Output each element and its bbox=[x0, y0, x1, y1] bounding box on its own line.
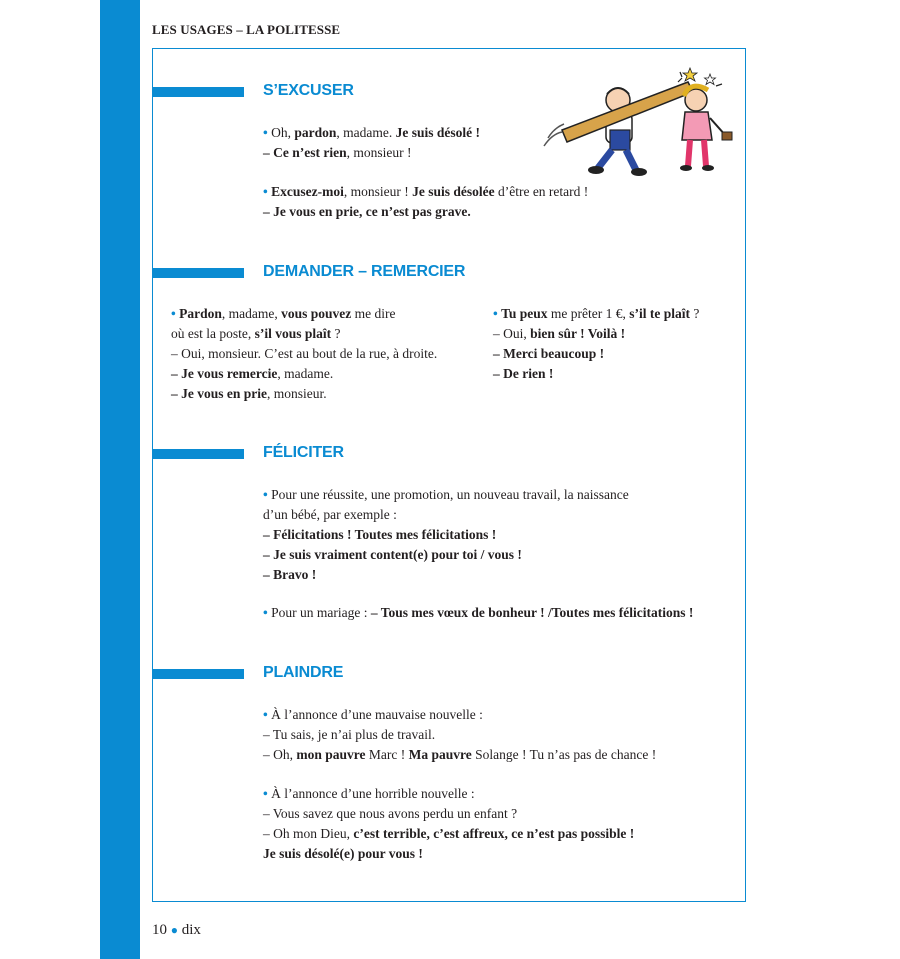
bullet-icon: • bbox=[263, 125, 268, 140]
page-spine-bar bbox=[100, 0, 140, 959]
bullet-icon: • bbox=[263, 786, 268, 801]
section-title-plaindre: PLAINDRE bbox=[263, 664, 344, 681]
text-bold: Je suis désolé ! bbox=[395, 125, 480, 140]
page-footer bbox=[152, 922, 201, 939]
feliciter-example-2 bbox=[263, 603, 693, 623]
text: À l’annonce d’une horrible nouvelle : bbox=[271, 786, 475, 801]
text-bold: – Félicitations ! Toutes mes félicitations ! bbox=[263, 527, 497, 542]
bullet-icon: • bbox=[263, 487, 268, 502]
text-bold: bien sûr ! Voilà ! bbox=[530, 326, 626, 341]
section-title-feliciter: FÉLICITER bbox=[263, 444, 344, 461]
text: d’être en retard ! bbox=[494, 184, 589, 199]
bullet-icon: • bbox=[263, 605, 268, 620]
excuser-example-1 bbox=[263, 123, 480, 163]
text: – Oh mon Dieu, bbox=[263, 826, 354, 841]
text: ? bbox=[331, 326, 341, 341]
text-bold: – Ce n’est rien bbox=[263, 145, 347, 160]
text-bold: Pardon bbox=[179, 306, 222, 321]
text-bold: Excusez-moi bbox=[271, 184, 344, 199]
text-bold: s’il te plaît bbox=[629, 306, 690, 321]
page-number-word: dix bbox=[181, 922, 201, 938]
running-head: LES USAGES – LA POLITESSE bbox=[152, 22, 341, 37]
text: , madame. bbox=[277, 366, 334, 381]
text: , monsieur ! bbox=[346, 145, 412, 160]
text: À l’annonce d’une mauvaise nouvelle : bbox=[271, 707, 483, 722]
text: , monsieur ! bbox=[343, 184, 413, 199]
text-bold: Tu peux bbox=[501, 306, 548, 321]
text-bold: Je suis désolé(e) pour vous ! bbox=[263, 846, 423, 861]
page-number: 10 bbox=[152, 922, 167, 938]
text: , madame. bbox=[336, 125, 396, 140]
text: Pour un mariage : bbox=[271, 605, 371, 620]
text: où est la poste, bbox=[171, 326, 255, 341]
text: – Oh, bbox=[263, 747, 297, 762]
text: ? bbox=[689, 306, 700, 321]
text: – Tu sais, je n’ai plus de travail. bbox=[263, 727, 436, 742]
text-bold: – Bravo ! bbox=[263, 567, 317, 582]
text: me prêter 1 €, bbox=[547, 306, 630, 321]
section-marker-bar bbox=[152, 449, 244, 459]
text: – Vous savez que nous avons perdu un enfant ? bbox=[263, 806, 518, 821]
plaindre-example-2 bbox=[263, 784, 634, 864]
text: , madame, bbox=[221, 306, 282, 321]
text: – Oui, monsieur. C’est au bout de la rue, à droite. bbox=[171, 346, 438, 361]
text: Oh, bbox=[271, 125, 295, 140]
bullet-icon: • bbox=[263, 184, 268, 199]
text-bold: Je suis désolée bbox=[412, 184, 495, 199]
text: – Oui, bbox=[493, 326, 531, 341]
people-carrying-plank-illustration bbox=[540, 60, 735, 180]
text-bold: s’il vous plaît bbox=[254, 326, 332, 341]
text: Pour une réussite, une promotion, un nouveau travail, la naissance bbox=[271, 487, 629, 502]
text: Marc ! bbox=[365, 747, 409, 762]
text-bold: pardon bbox=[294, 125, 337, 140]
section-marker-bar bbox=[152, 87, 244, 97]
text-bold: – Tous mes vœux de bonheur ! /Toutes mes félicitations ! bbox=[370, 605, 694, 620]
demander-right-dialogue bbox=[493, 304, 699, 384]
text: Solange ! Tu n’as pas de chance ! bbox=[471, 747, 657, 762]
text-bold: – Je vous en prie bbox=[171, 386, 267, 401]
plaindre-example-1 bbox=[263, 705, 656, 765]
text-bold: – Je vous remercie bbox=[171, 366, 278, 381]
bullet-icon: • bbox=[263, 707, 268, 722]
feliciter-example-1 bbox=[263, 485, 629, 585]
demander-left-dialogue bbox=[171, 304, 437, 404]
text: me dire bbox=[351, 306, 396, 321]
bullet-icon: ● bbox=[170, 923, 178, 937]
text-bold: – Je suis vraiment content(e) pour toi / vous ! bbox=[263, 547, 522, 562]
text-bold: – Je vous en prie, ce n’est pas grave. bbox=[263, 204, 471, 219]
bullet-icon: • bbox=[171, 306, 176, 321]
text-bold: – Merci beaucoup ! bbox=[493, 346, 605, 361]
bullet-icon: • bbox=[493, 306, 498, 321]
excuser-example-2 bbox=[263, 182, 588, 222]
text: , monsieur. bbox=[267, 386, 327, 401]
text: d’un bébé, par exemple : bbox=[263, 507, 397, 522]
text-bold: mon pauvre bbox=[296, 747, 366, 762]
section-marker-bar bbox=[152, 268, 244, 278]
text-bold: c’est terrible, c’est affreux, ce n’est pas possible ! bbox=[353, 826, 635, 841]
text-bold: – De rien ! bbox=[493, 366, 554, 381]
text-bold: Ma pauvre bbox=[408, 747, 472, 762]
section-title-excuser: S’EXCUSER bbox=[263, 82, 354, 99]
section-title-demander: DEMANDER – REMERCIER bbox=[263, 263, 466, 280]
section-marker-bar bbox=[152, 669, 244, 679]
text-bold: vous pouvez bbox=[281, 306, 352, 321]
